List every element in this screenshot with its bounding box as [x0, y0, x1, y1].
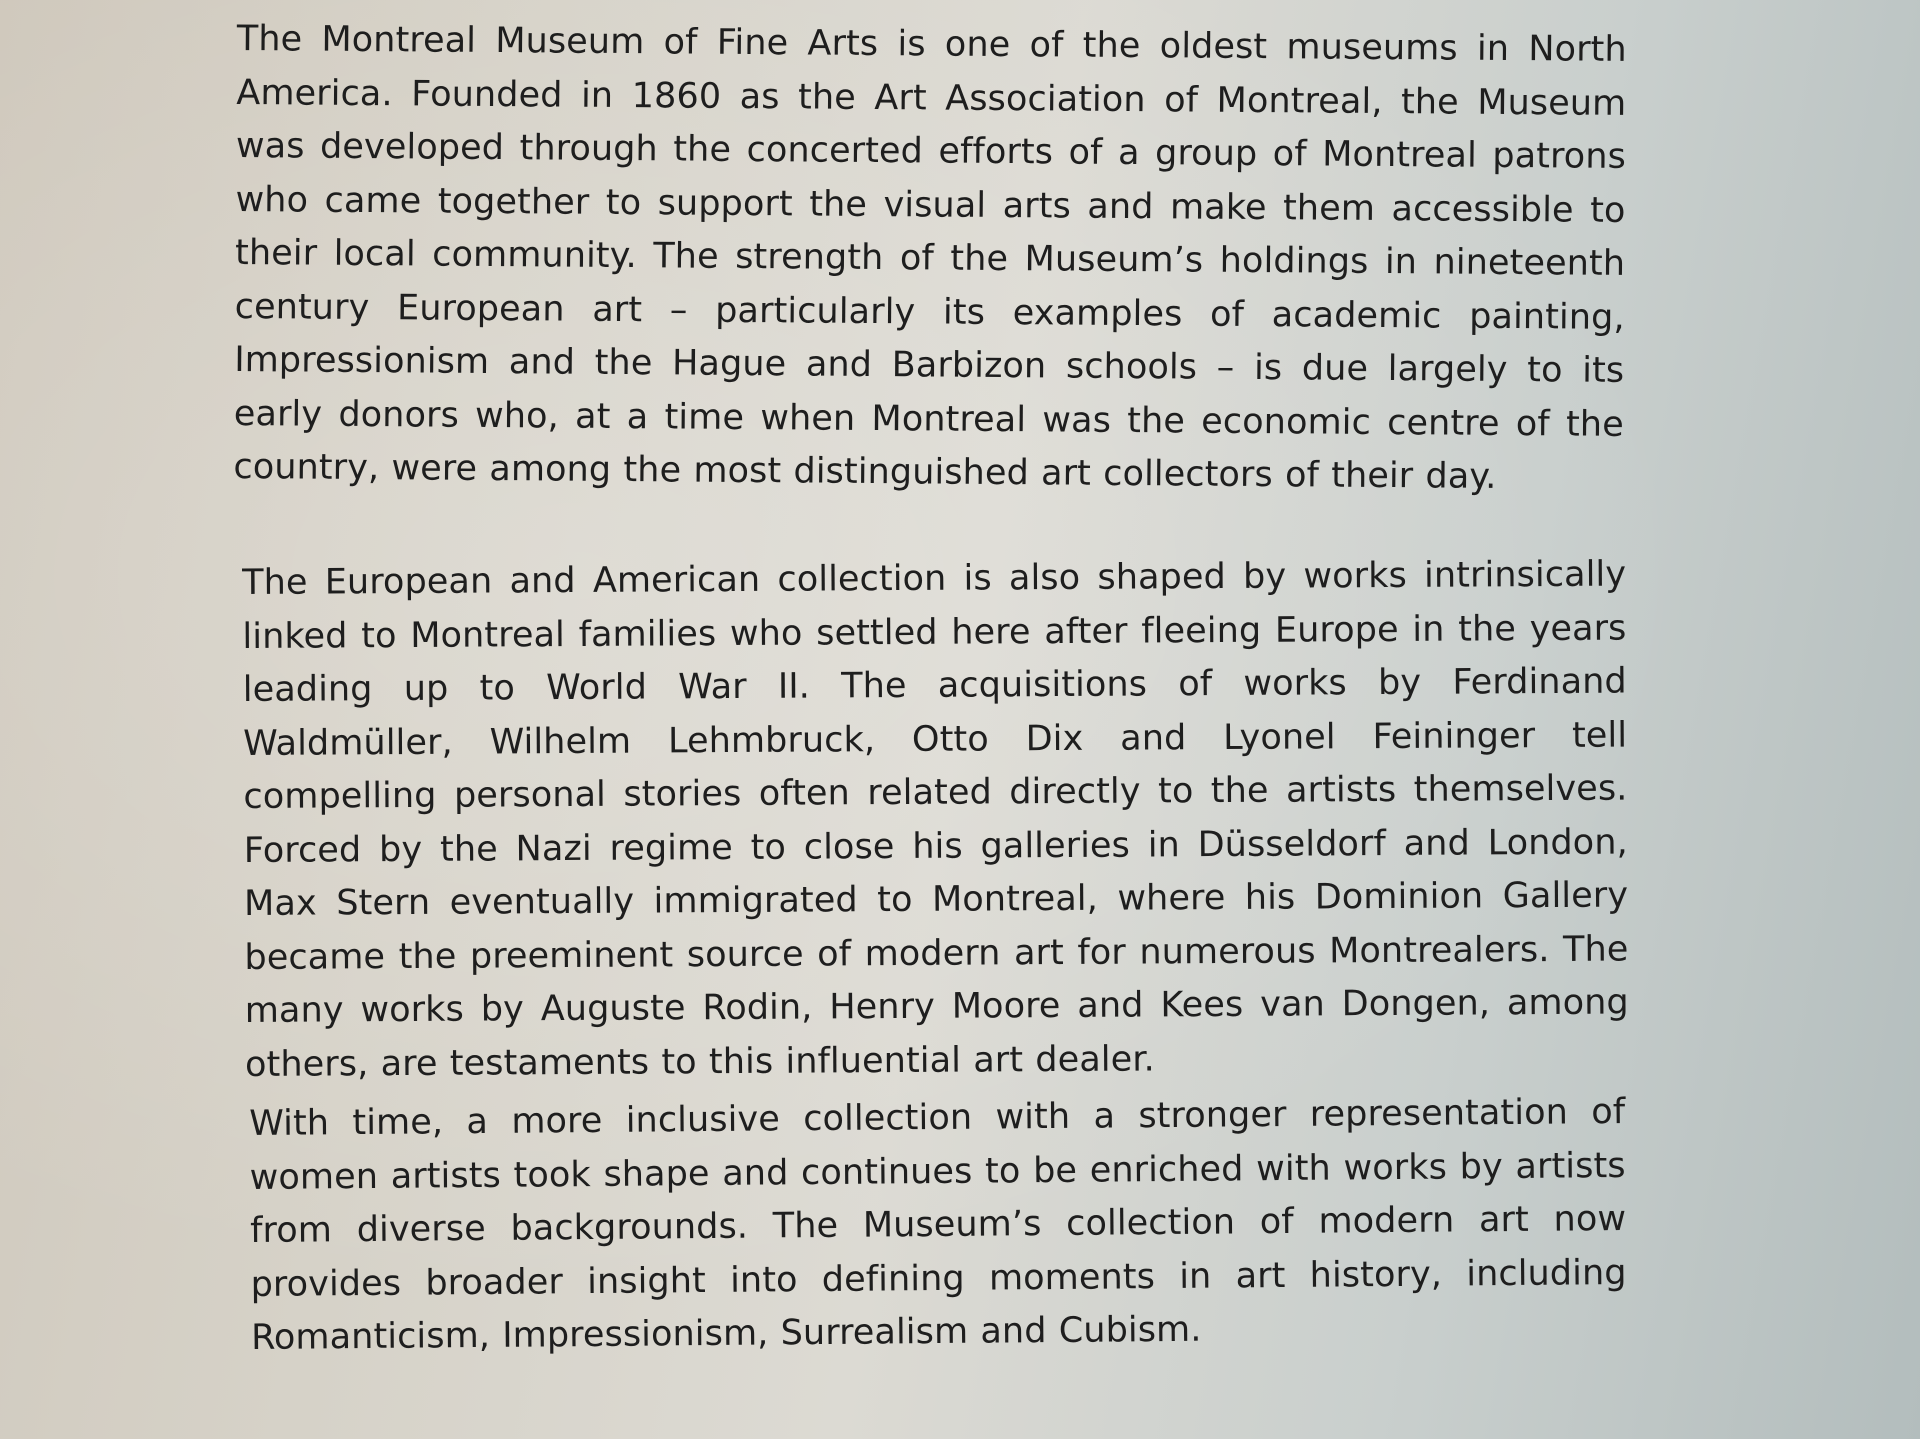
paragraph-text: The European and American collection is also shaped by works intrinsically linked to Montreal families who settled here after fleeing Europe in the years leading up to World War II. The acquisitions of works by Ferdinand Waldmüller, Wilhelm Lehmbruck, Otto Dix and Lyonel Feininger tell compelling personal stories often related directly to the artists themselves. Forced by the Nazi regime to close his galleries in Düsseldorf and London, Max Stern eventually immigrated to Montreal, where his Dominion Gallery became the preeminent source of modern art for numerous Montrealers. The many works by Auguste Rodin, Henry Moore and Kees van Dongen, among others, are testaments to this influential art dealer. — [242, 554, 1629, 1085]
paragraph-text: With time, a more inclusive collection with a stronger representation of women artists took shape and continues to be enriched with works by artists from diverse backgrounds. The Museum’s collection of modern art now provides broader insight into defining moments in art history, including Romanticism, Impressionism, Surrealism and Cubism. — [249, 1091, 1627, 1358]
paragraph-inclusive-collection — [249, 1086, 1627, 1365]
paragraph-history — [233, 13, 1627, 505]
paragraph-european-american-collection — [242, 549, 1629, 1092]
paragraph-text: The Montreal Museum of Fine Arts is one of the oldest museums in North America. Founded in 1860 as the Art Association of Montreal, the Museum was developed through the concerted efforts of a group of Montreal patrons who came together to support the visual arts and make them accessible to their local community. The strength of the Museum’s holdings in nineteenth century European art – particularly its examples of academic painting, Impressionism and the Hague and Barbizon schools – is due largely to its early donors who, at a time when Montreal was the economic centre of the country, were among the most distinguished art collectors of their day. — [233, 18, 1627, 497]
